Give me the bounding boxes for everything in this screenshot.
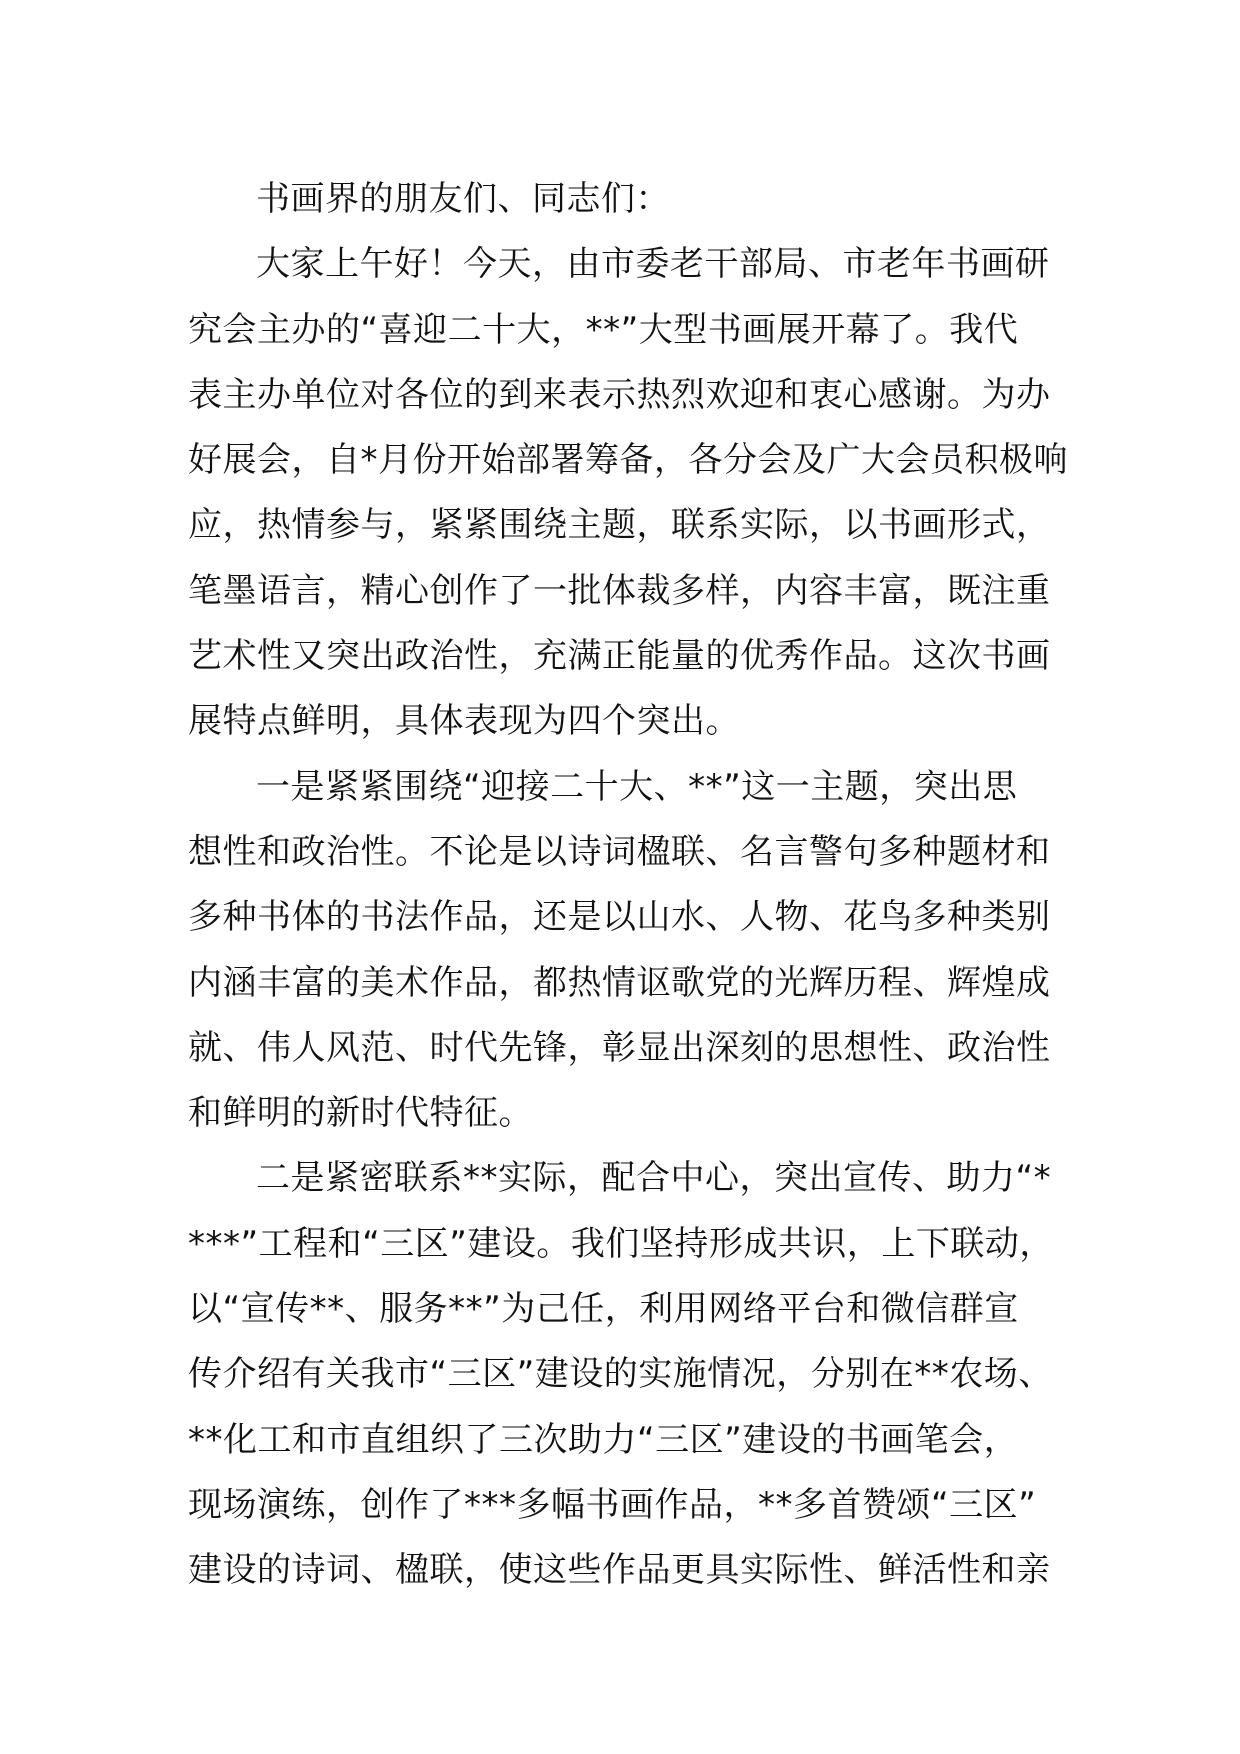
paragraph-3-line-6: 现场演练，创作了***多幅书画作品，**多首赞颂“三区” bbox=[188, 1484, 1037, 1525]
paragraph-3-line-4: 传介绍有关我市“三区”建设的实施情况，分别在**农场、 bbox=[188, 1354, 1053, 1395]
salutation-line: 书画界的朋友们、同志们： bbox=[256, 179, 670, 219]
paragraph-1-line-8: 展特点鲜明，具体表现为四个突出。 bbox=[188, 701, 740, 742]
paragraph-3-line-7: 建设的诗词、楹联，使这些作品更具实际性、鲜活性和亲 bbox=[188, 1550, 1051, 1591]
paragraph-1-line-3: 表主办单位对各位的到来表示热烈欢迎和衷心感谢。为办 bbox=[188, 374, 1051, 415]
paragraph-3-line-5: **化工和市直组织了三次助力“三区”建设的书画笔会， bbox=[188, 1419, 1019, 1460]
paragraph-3-line-3: 以“宣传**、服务**”为己任，利用网络平台和微信群宣 bbox=[188, 1289, 1019, 1330]
paragraph-3-line-1: 二是紧密联系**实际，配合中心，突出宣传、助力“* bbox=[256, 1158, 1052, 1199]
paragraph-2-line-2: 想性和政治性。不论是以诗词楹联、名言警句多种题材和 bbox=[188, 831, 1051, 872]
paragraph-2-line-5: 就、伟人风范、时代先锋，彰显出深刻的思想性、政治性 bbox=[188, 1027, 1051, 1068]
paragraph-2-line-1: 一是紧紧围绕“迎接二十大、**”这一主题，突出思 bbox=[256, 766, 1018, 807]
paragraph-2-line-4: 内涵丰富的美术作品，都热情讴歌党的光辉历程、辉煌成 bbox=[188, 962, 1051, 1003]
paragraph-2-line-6: 和鲜明的新时代特征。 bbox=[188, 1093, 533, 1134]
paragraph-1-line-1: 大家上午好！今天，由市委老干部局、市老年书画研 bbox=[256, 244, 1050, 285]
paragraph-1-line-6: 笔墨语言，精心创作了一批体裁多样，内容丰富，既注重 bbox=[188, 570, 1051, 611]
document-body bbox=[188, 167, 1088, 1604]
paragraph-2-line-3: 多种书体的书法作品，还是以山水、人物、花鸟多种类别 bbox=[188, 897, 1051, 938]
paragraph-1-line-7: 艺术性又突出政治性，充满正能量的优秀作品。这次书画 bbox=[188, 636, 1051, 677]
paragraph-1-line-2: 究会主办的“喜迎二十大，**”大型书画展开幕了。我代 bbox=[188, 309, 1019, 350]
paragraph-1-line-4: 好展会，自*月份开始部署筹备，各分会及广大会员积极响 bbox=[188, 440, 1068, 481]
paragraph-3-line-2: ***”工程和“三区”建设。我们坚持形成共识，上下联动， bbox=[188, 1223, 1054, 1264]
paragraph-1-line-5: 应，热情参与，紧紧围绕主题，联系实际，以书画形式， bbox=[188, 505, 1051, 546]
